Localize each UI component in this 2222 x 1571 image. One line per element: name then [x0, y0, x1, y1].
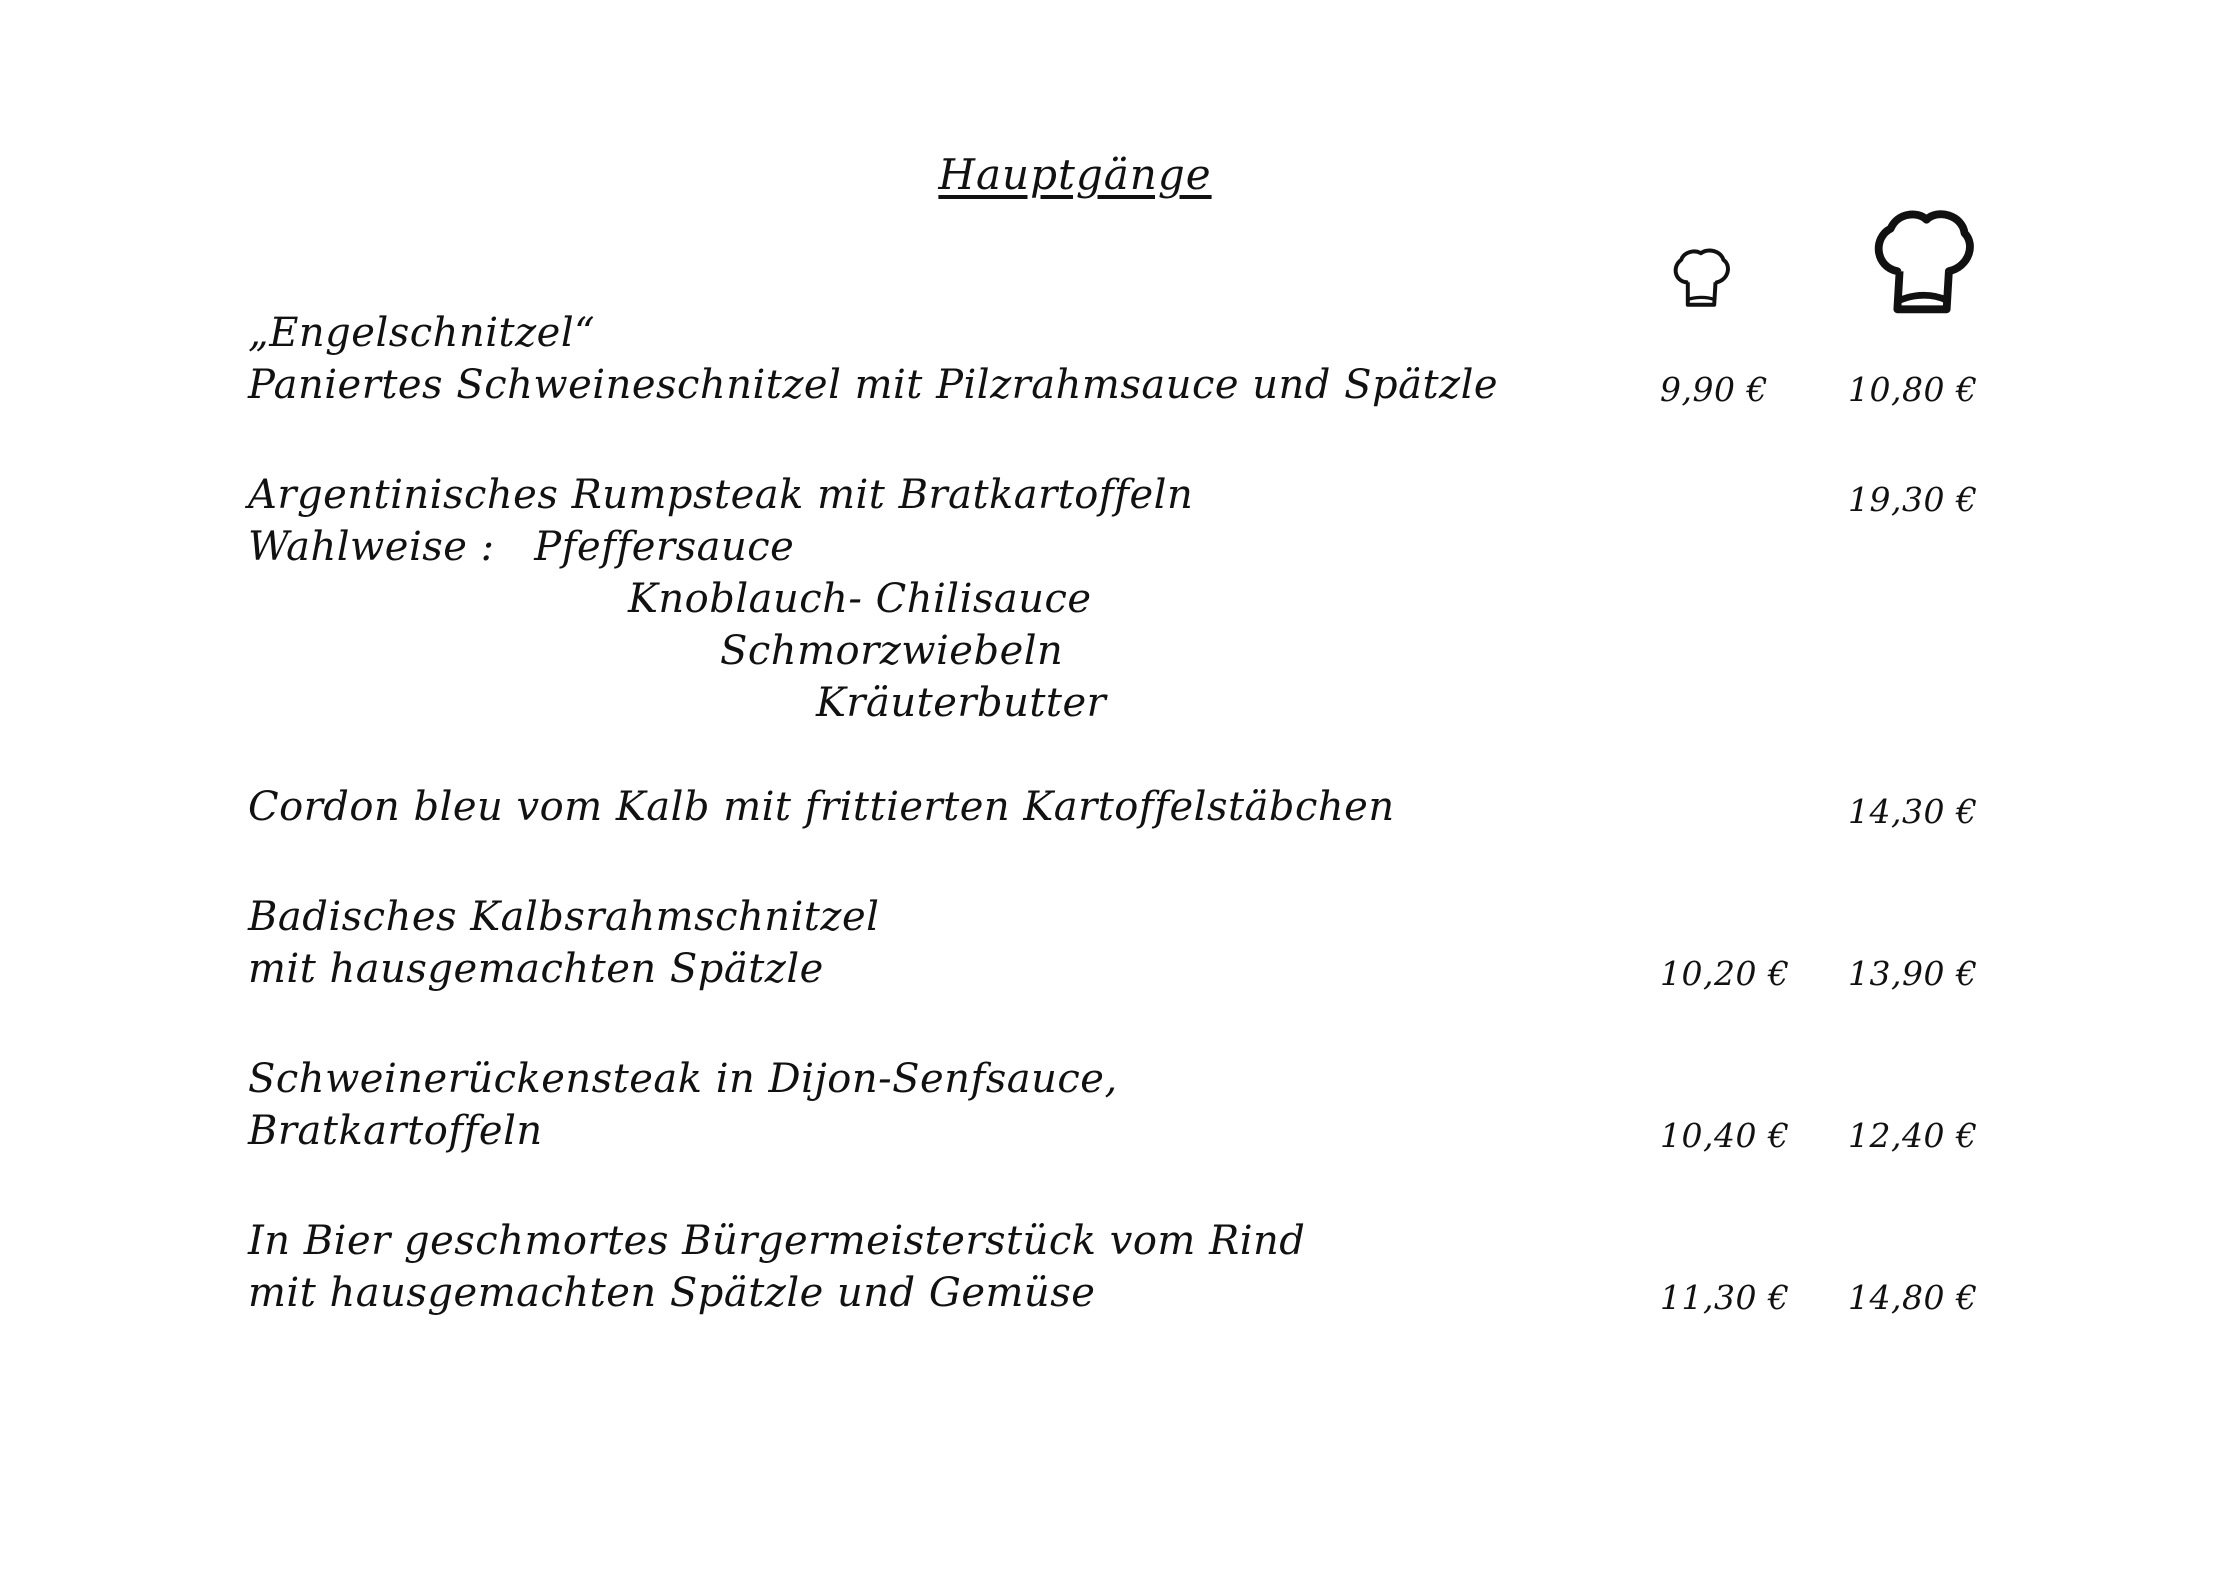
price-large: 14,30 € — [1848, 792, 1978, 831]
item-name: In Bier geschmortes Bürgermeisterstück vom Rind — [248, 1218, 1306, 1264]
price-large: 13,90 € — [1848, 954, 1978, 993]
item-name: Schweinerückensteak in Dijon-Senfsauce, — [248, 1056, 1118, 1102]
chef-hat-large-icon — [1866, 204, 1978, 316]
price-large: 10,80 € — [1848, 370, 1978, 409]
chef-hat-small-icon — [1668, 244, 1734, 310]
price-large: 14,80 € — [1848, 1278, 1978, 1317]
item-option: Knoblauch- Chilisauce — [628, 576, 1092, 622]
price-small: 10,40 € — [1660, 1116, 1790, 1155]
price-small: 11,30 € — [1660, 1278, 1790, 1317]
item-options-label: Wahlweise : Pfeffersauce — [248, 524, 795, 570]
item-description: mit hausgemachten Spätzle und Gemüse — [248, 1270, 1096, 1316]
item-name: Argentinisches Rumpsteak mit Bratkartoffeln — [248, 472, 1194, 518]
item-description: Paniertes Schweineschnitzel mit Pilzrahmsauce und Spätzle — [248, 362, 1499, 408]
item-description: mit hausgemachten Spätzle — [248, 946, 824, 992]
price-large: 19,30 € — [1848, 480, 1978, 519]
price-small: 10,20 € — [1660, 954, 1790, 993]
item-name: Badisches Kalbsrahmschnitzel — [248, 894, 880, 940]
page-title: Hauptgänge — [938, 150, 1212, 199]
item-name: Cordon bleu vom Kalb mit frittierten Kartoffelstäbchen — [248, 784, 1395, 830]
item-option: Kräuterbutter — [816, 680, 1107, 726]
price-small: 9,90 € — [1660, 370, 1768, 409]
price-large: 12,40 € — [1848, 1116, 1978, 1155]
item-option: Schmorzwiebeln — [720, 628, 1064, 674]
item-description: Bratkartoffeln — [248, 1108, 543, 1154]
item-name: „Engelschnitzel“ — [248, 310, 596, 356]
